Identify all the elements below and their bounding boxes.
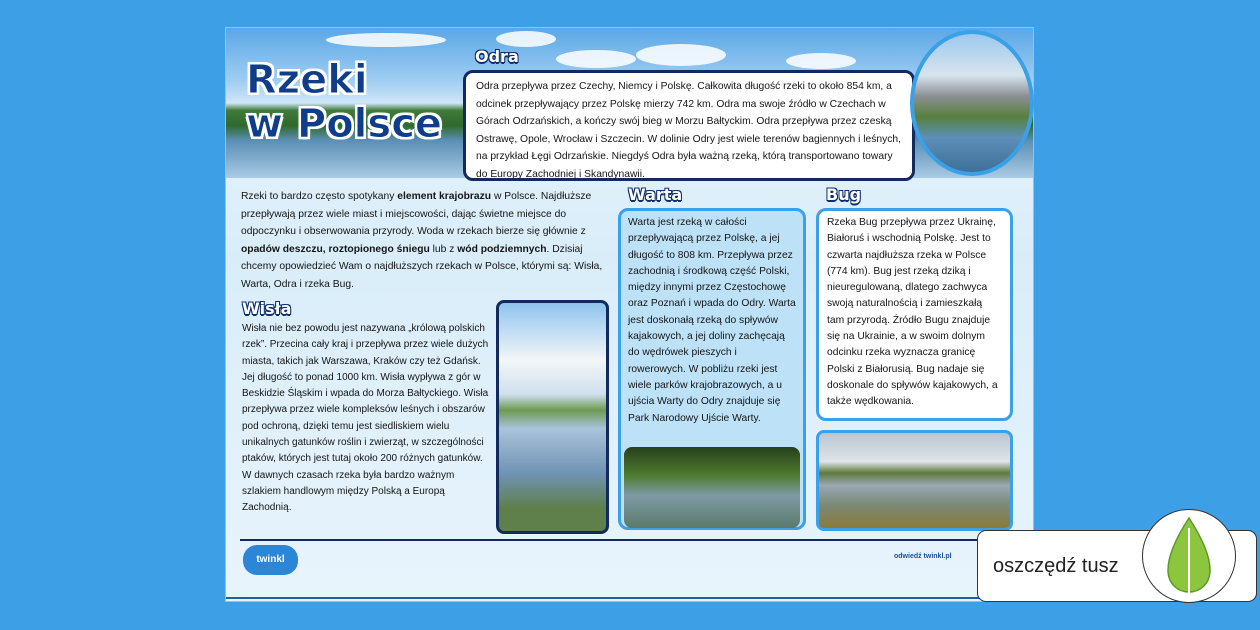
intro-part: Rzeki to bardzo często spotykany [241,191,398,202]
wisla-heading: Wisła [242,299,292,318]
page-title [246,58,442,146]
bug-heading: Bug [826,185,862,204]
intro-text [241,188,611,294]
intro-part: . Dzisiaj chcemy opowiedzieć Wam o najdłuższych rzekach w Polsce, którymi są: Wisła, Warta, Odra i rzeka Bug. [241,243,603,290]
odra-text: Odra przepływa przez Czechy, Niemcy i Polskę. Całkowita długość rzeki to około 854 km, a odcinek przepływający przez Polskę mierzy 742 km. Odra ma swoje źródło w Czechach w Górach Odrzańskich, a kończy swój bieg w Morzu Bałtyckim. Odra przepływa przez czeską Ostrawę, Opole, Wrocław i Szczecin. W dolinie Odry jest wiele terenów bagiennych i leśnych, na przykład Łęgi Odrzańskie. Niegdyś Odra była ważną rzeką, którą transportowano towary do Europy Zachodniej i Skandynawii. [476,81,902,180]
warta-photo [624,447,800,528]
save-ink-button[interactable] [977,530,1257,602]
intro-part: lub z [429,243,458,255]
visit-link[interactable]: odwiedź twinkl.pl [894,553,952,560]
bug-box [816,208,1013,421]
footer-divider [240,539,1020,541]
title-line-2: w Polsce [246,101,443,147]
bug-photo [816,430,1013,531]
intro-bold: wód podziemnych [457,243,547,255]
odra-heading: Odra [475,47,519,66]
bug-text: Rzeka Bug przepływa przez Ukrainę, Białoruś i wschodnią Polskę. Jest to czwarta najdłuższa rzeka w Polsce (774 km). Bug jest rzeką dziką i nieuregulowaną, dlatego zachwyca swoją naturalnością i zamieszkałą tam przyrodą. Źródło Bugu znajduje się na Ukrainie, a w swoim dolnym odcinku rzeka wyznacza granicę Polski z Białorusią. Bug nadaje się doskonale do spływów kajakowych, a także wędkowania. [827,217,998,408]
warta-text: Warta jest rzeką w całości przepływającą przez Polskę, a jej długość to 808 km. Przepływa przez zachodnią i środkową część Polski, między innymi przez Częstochowę oraz Poznań i wpada do Odry. Warta jest doskonałą rzeką do spływów kajakowych, a jej doliny zachęcają do wędrówek pieszych i rowerowych. W pobliżu rzeki jest wiele parków krajobrazowych, a u ujścia Warty do Odry znajduje się Park Narodowy Ujście Warty. [628,217,796,424]
odra-photo [910,30,1034,176]
worksheet-page [226,28,1033,601]
title-line-1: Rzeki [246,57,368,103]
odra-box [463,70,915,181]
twinkl-logo: twinkl [243,545,298,575]
warta-heading: Warta [628,185,683,204]
intro-bold: opadów deszczu, roztopionego śniegu [241,243,430,255]
intro-bold: element krajobrazu [397,191,492,202]
bottom-divider [226,597,1033,599]
save-ink-label: oszczędź tusz [993,555,1119,577]
leaf-icon [1142,509,1236,603]
wisla-photo [496,300,609,534]
wisla-text: Wisła nie bez powodu jest nazywana „królową polskich rzek”. Przecina cały kraj i przepływa przez wiele dużych miasta, takich jak Warszawa, Kraków czy też Gdańsk. Jej długość to ponad 1000 km. Wisła wypływa z gór w Beskidzie Śląskim i wpada do Morza Bałtyckiego. Wisła przepływa przez wiele kompleksów leśnych i obszarów pod ochroną, dzięki temu jest siedliskiem wielu unikalnych gatunków roślin i zwierząt, w szczególności ptaków, których jest tutaj około 200 różnych gatunków. W dawnych czasach rzeka była bardzo ważnym szlakiem handlowym między Polską a Europą Zachodnią. [242,323,489,514]
intro-part: w Polsce. Najdłuższe przepływają przez wiele miast i miejscowości, dając świetne miejsce do odpoczynku i obserwowania przyrody. Woda w rzekach bierze się głównie z [241,191,592,238]
